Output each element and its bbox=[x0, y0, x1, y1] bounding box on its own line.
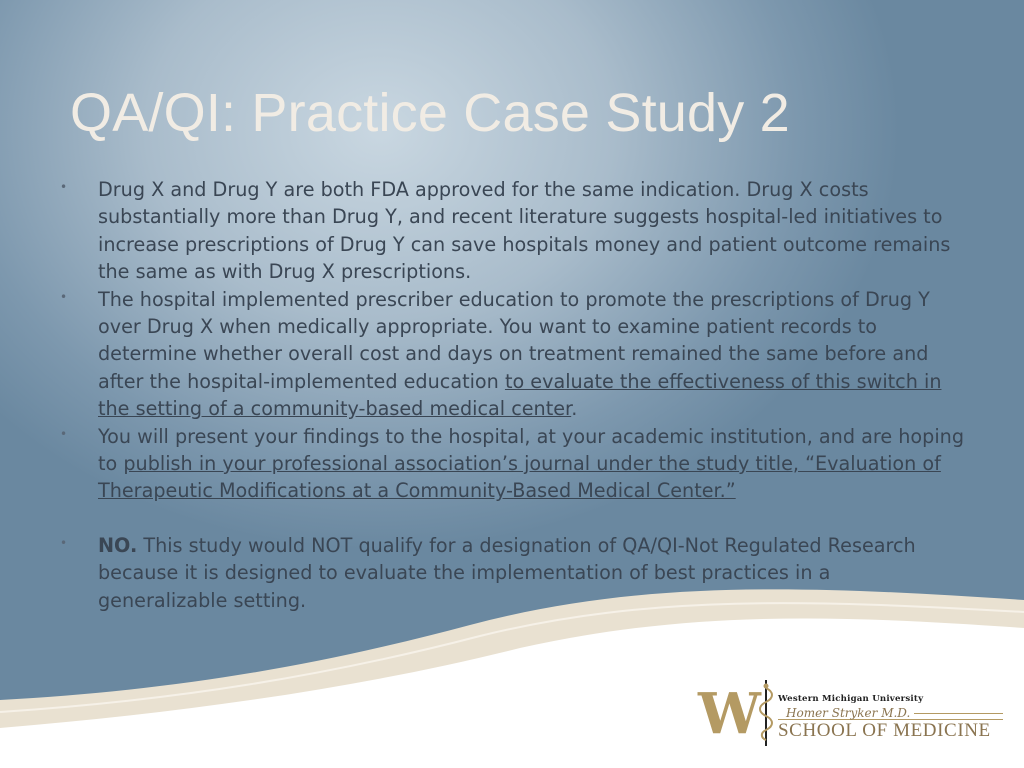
bullet-text: You will present your findings to the hospital, at your academic institution, and are hoping to bbox=[98, 424, 964, 476]
underlined-phrase: to evaluate the effectiveness of this switch in the setting of a community-based medical center bbox=[98, 369, 942, 421]
bullet-marker: • bbox=[60, 180, 68, 194]
bullet-text: The hospital implemented prescriber education to promote the prescriptions of Drug Y over Drug X when medically appropriate. You want to examine patient records to determine whether overall cost and days on treatment remained the same before and after the hospital-implemented education bbox=[98, 287, 930, 393]
bullet-item bbox=[60, 176, 965, 286]
school-logo bbox=[694, 678, 1006, 750]
logo-school: SCHOOL OF MEDICINE bbox=[778, 719, 1003, 742]
logo-rule bbox=[914, 713, 1003, 714]
underlined-phrase: publish in your professional association’s journal under the study title, “Evaluation of Therapeutic Modifications at a Community-Based Medical Center.” bbox=[98, 452, 941, 503]
logo-w-mark: W bbox=[698, 681, 761, 747]
bullet-marker: • bbox=[60, 289, 68, 304]
bullet-marker: • bbox=[60, 426, 68, 441]
bullet-item bbox=[60, 423, 965, 505]
bullet-item bbox=[60, 532, 965, 614]
logo-sub-row bbox=[778, 706, 1003, 720]
bullet-marker: • bbox=[60, 535, 68, 550]
bullet-list bbox=[60, 176, 965, 614]
slide-title: QA/QI: Practice Case Study 2 bbox=[70, 83, 790, 143]
bullet-item bbox=[60, 286, 965, 423]
logo-subtitle: Homer Stryker M.D. bbox=[786, 706, 911, 720]
staff-of-asclepius-icon bbox=[756, 678, 776, 748]
bullet-text-end: . bbox=[571, 397, 578, 421]
bullet-text: This study would NOT qualify for a designation of QA/QI-Not Regulated Research because it is designed to evaluate the implementation of best practices in a generalizable setting. bbox=[98, 533, 916, 612]
logo-university: Western Michigan University bbox=[778, 694, 924, 704]
logo-text bbox=[778, 694, 1003, 742]
bullet-text: Drug X and Drug Y are both FDA approved for the same indication. Drug X costs substantially more than Drug Y, and recent literature suggests hospital-led initiatives to increase prescriptions of Drug Y can save hospitals money and patient outcome remains the same as with Drug X prescriptions. bbox=[98, 178, 951, 284]
answer-label: NO. bbox=[98, 533, 138, 557]
